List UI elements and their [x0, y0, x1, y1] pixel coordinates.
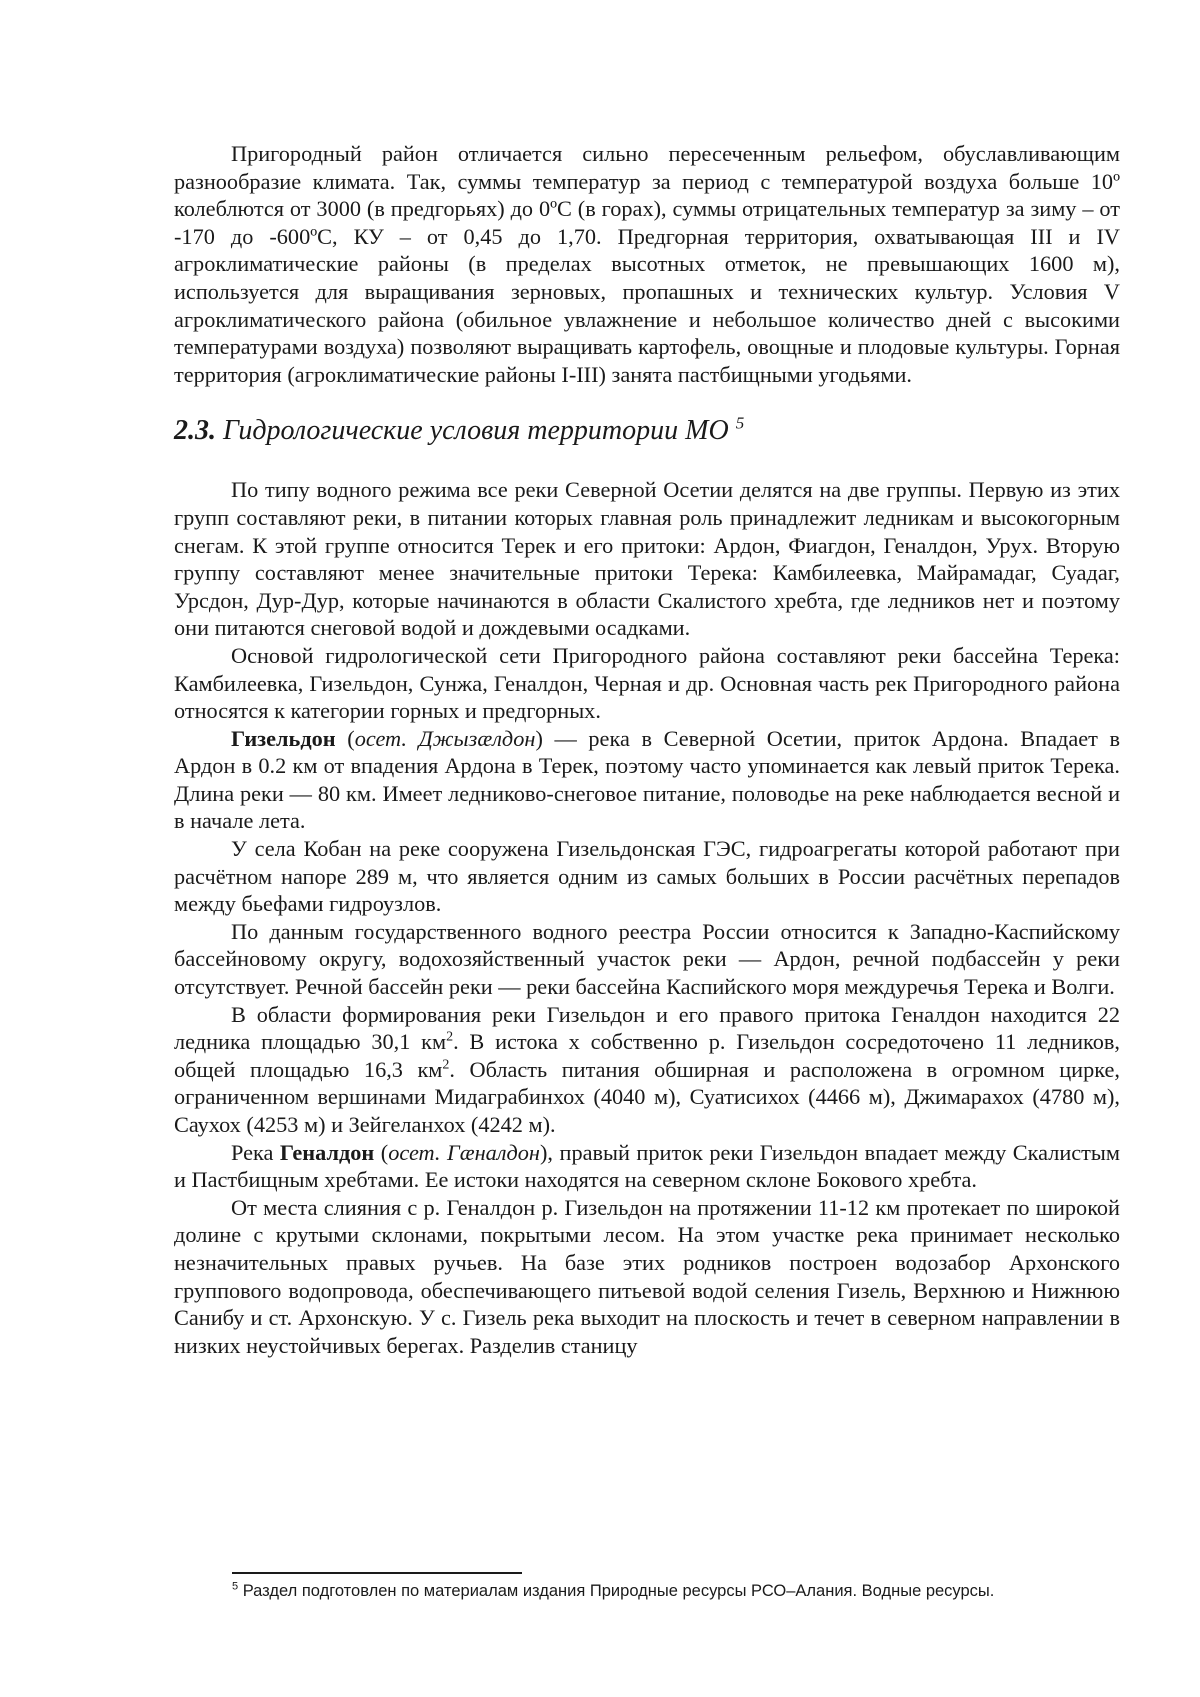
- ossetian-name-genaldon: осет. Гæналдон: [388, 1139, 540, 1165]
- section-title: Гидрологические условия территории МО: [216, 415, 729, 447]
- paragraph-water-registry: По данным государственного водного реестра России относится к Западно-Каспийскому бассейновому округу, водохозяйственный участок реки — Ардон, речной подбассейн у реки отсутствует. Речной бассейн реки — реки бассейна Каспийского моря междуречья Терека и Волги.: [174, 918, 1120, 1000]
- term-gizeldon: Гизельдон: [231, 725, 336, 751]
- section-heading: [174, 414, 1120, 448]
- paragraph-water-regime: По типу водного режима все реки Северной Осетии делятся на две группы. Первую из этих групп составляют реки, в питании которых главная роль принадлежит ледникам и высокогорным снегам. К этой группе относится Терек и его притоки: Ардон, Фиагдон, Геналдон, Урух. Вторую группу составляют менее значительные притоки Терека: Камбилеевка, Майрамадаг, Суадаг, Урсдон, Дур-Дур, которые начинаются в области Скалистого хребта, где ледников нет и поэтому они питаются снеговой водой и дождевыми осадками.: [174, 477, 1120, 641]
- ossetian-name-gizeldon: осет. Джызæлдон: [354, 725, 536, 751]
- section-number: 2.3.: [174, 415, 216, 447]
- paragraph-gizeldon: Гизельдон (осет. Джызæлдон) — река в Северной Осетии, приток Ардона. Впадает в Ардон в 0.2 км от впадения Ардона в Терек, поэтому часто упоминается как левый приток Терека. Длина реки — 80 км. Имеет ледниково-снеговое питание, половодье на реке наблюдается весной и в начале лета.: [174, 725, 1121, 834]
- document-page: [174, 140, 1120, 1359]
- footnote: [232, 1581, 1112, 1601]
- footnote-text: Раздел подготовлен по материалам издания Природные ресурсы РСО–Алания. Водные ресурсы.: [238, 1582, 995, 1600]
- paragraph-genaldon: Река Геналдон (осет. Гæналдон), правый приток реки Гизельдон впадает между Скалистым и Пастбищным хребтами. Ее истоки находятся на северном склоне Бокового хребта.: [174, 1139, 1121, 1193]
- footnote-ref: 5: [735, 414, 745, 434]
- paragraph-hydropower: У села Кобан на реке сооружена Гизельдонская ГЭС, гидроагрегаты которой работают при расчётном напоре 289 м, что является одним из самых больших в России расчётных перепадов между бьефами гидроузлов.: [174, 836, 1120, 917]
- paragraph-climate: Пригородный район отличается сильно пересеченным рельефом, обуславливающим разнообразие климата. Так, суммы температур за период с температурой воздуха больше 10º колеблются от 3000 (в предгорьях) до 0ºС (в горах), суммы отрицательных температур за зиму – от -170 до -600ºС, КУ – от 0,45 до 1,70. Предгорная территория, охватывающая III и IV агроклиматические районы (в пределах высотных отметок, не превышающих 1600 м), используется для выращивания зерновых, пропашных и технических культур. Условия V агроклиматического района (обильное увлажнение и небольшое количество дней с высокими температурами воздуха) позволяют выращивать картофель, овощные и плодовые культуры. Горная территория (агроклиматические районы I-III) занята пастбищными угодьями.: [174, 141, 1120, 387]
- term-genaldon: Геналдон: [279, 1139, 375, 1165]
- footnote-number: 5: [232, 1580, 239, 1593]
- footnote-separator: [232, 1572, 522, 1574]
- paragraph-glaciers: В области формирования реки Гизельдон и его правого притока Геналдон находится 22 ледника площадью 30,1 $км^2$. В истока х собственно р. Гизельдон сосредоточено 11 ледников, общей площадью 16,3 $км^2$. Область питания обширная и расположена в огромном цирке, ограниченном вершинами Мидаграбинхох (4040 м), Суатисихох (4466 м), Джимарахох (4780 м), Саухох (4253 м) и Зейгеланхох (4242 м).: [174, 1001, 1120, 1137]
- paragraph-hydro-network: Основой гидрологической сети Пригородного района составляют реки бассейна Терека: Камбилеевка, Гизельдон, Сунжа, Геналдон, Черная и др. Основная часть рек Пригородного района относятся к категории горных и предгорных.: [174, 642, 1120, 724]
- paragraph-confluence: От места слияния с р. Геналдон р. Гизельдон на протяжении 11-12 км протекает по широкой долине с крутыми склонами, покрытыми лесом. На этом участке река принимает несколько незначительных правых ручьев. На базе этих родников построен водозабор Архонского группового водопровода, обеспечивающего питьевой водой селения Гизель, Верхнюю и Нижнюю Санибу и ст. Архонскую. У с. Гизель река выходит на плоскость и течет в северном направлении в низких неустойчивых берегах. Разделив станицу: [174, 1194, 1120, 1358]
